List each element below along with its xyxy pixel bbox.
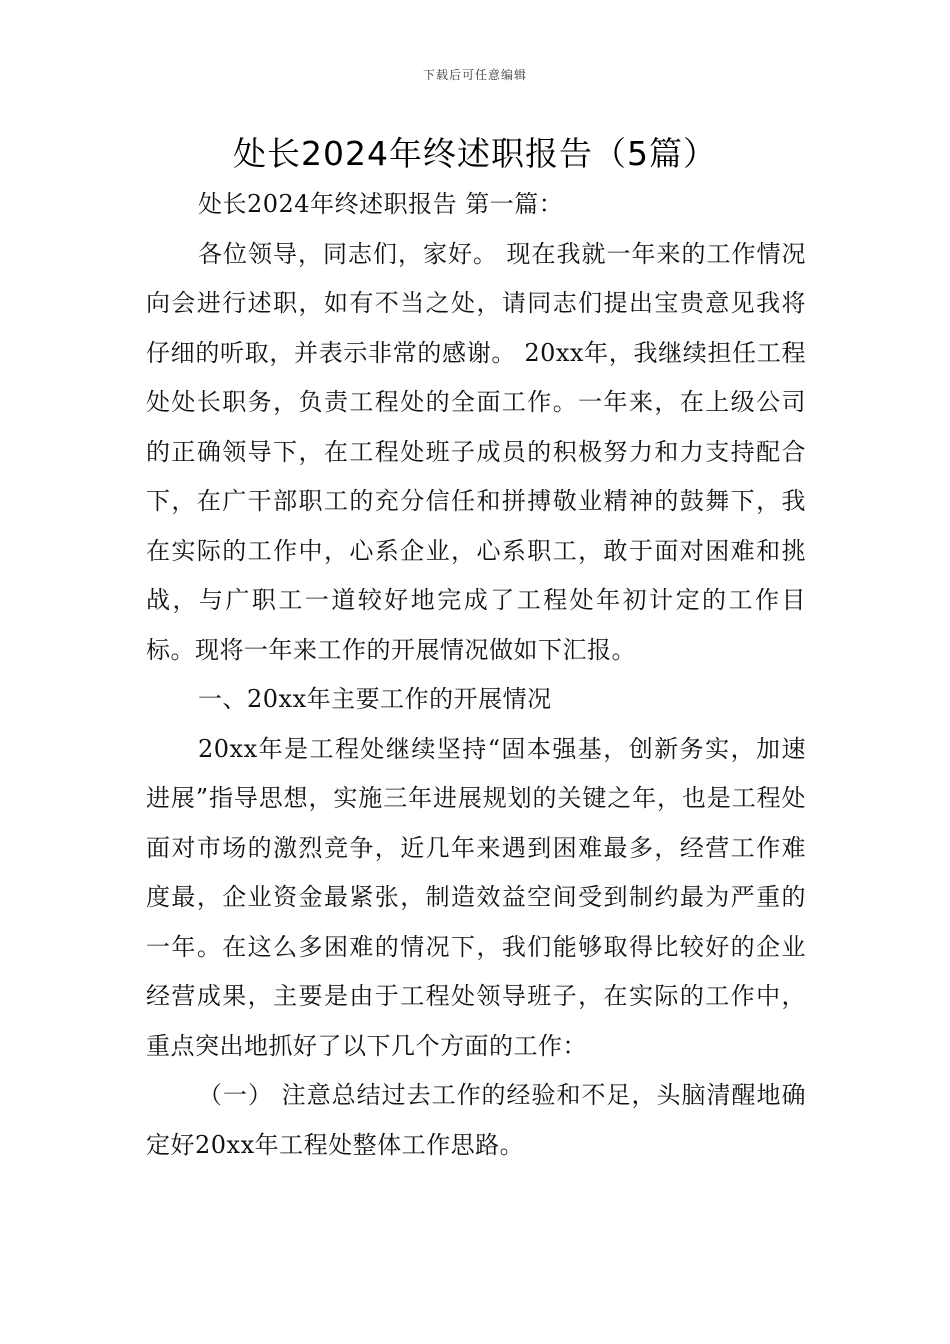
document-body	[146, 180, 806, 1170]
header-note: 下载后可任意编辑	[422, 68, 527, 82]
section-heading: 一、20xx年主要工作的开展情况	[198, 685, 552, 713]
paragraph: 各位领导，同志们，家好。 现在我就一年来的工作情况向会进行述职，如有不当之处，请同志们提出宝贵意见我将仔细的听取，并表示非常的感谢。 20xx年，我继续担任工程处处长职务，负责工程处的全面工作。一年来，在上级公司的正确领导下，在工程处班子成员的积极努力和力支持配合下，在广干部职工的充分信任和拼搏敬业精神的鼓舞下，我在实际的工作中，心系企业，心系职工，敢于面对困难和挑战，与广职工一道较好地完成了工程处年初计定的工作目标。现将一年来工作的开展情况做如下汇报。	[146, 239, 806, 664]
page-title: 处长2024年终述职报告（5篇）	[233, 134, 717, 173]
section-heading: 处长2024年终述职报告 第一篇：	[198, 190, 564, 218]
paragraph: 20xx年是工程处继续坚持“固本强基，创新务实，加速进展”指导思想，实施三年进展规划的关键之年，也是工程处面对市场的激烈竞争，近几年来遇到困难最多，经营工作难度最，企业资金最紧张，制造效益空间受到制约最为严重的一年。在这么多困难的情况下，我们能够取得比较好的企业经营成果，主要是由于工程处领导班子，在实际的工作中，重点突出地抓好了以下几个方面的工作：	[146, 734, 806, 1060]
paragraph: （一） 注意总结过去工作的经验和不足，头脑清醒地确定好20xx年工程处整体工作思路。	[146, 1081, 806, 1159]
